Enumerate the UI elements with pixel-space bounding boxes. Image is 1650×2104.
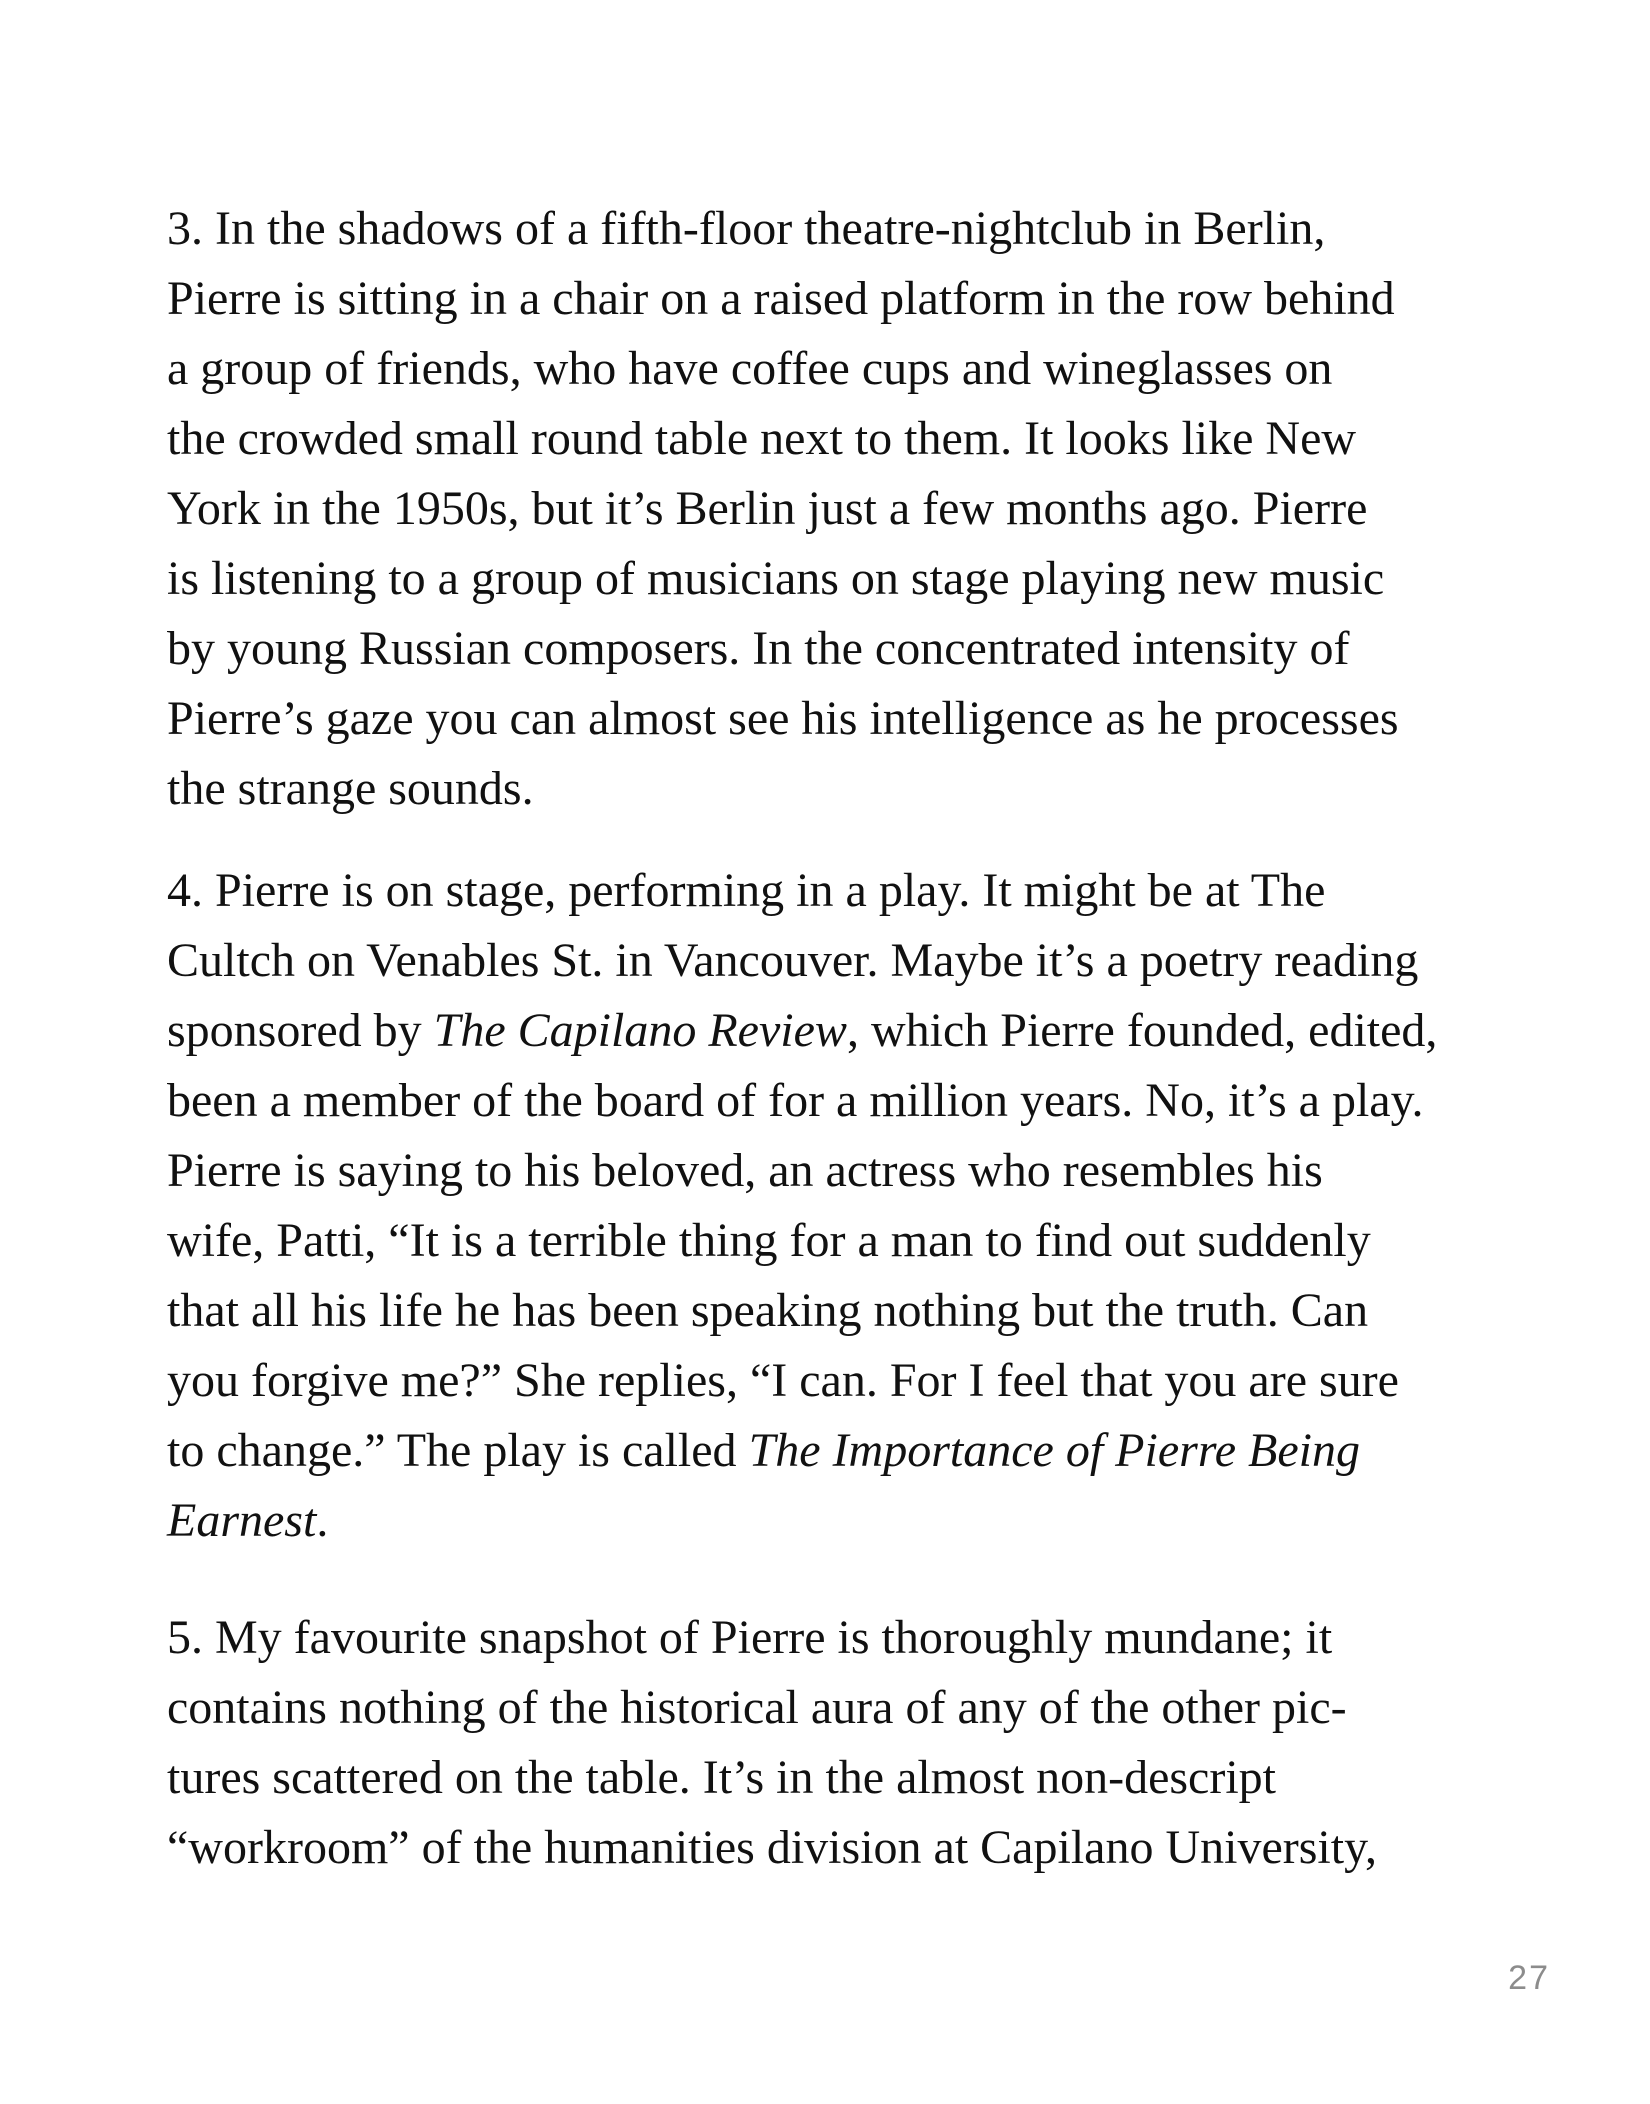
text-line (167, 1346, 1587, 1416)
body-text: been a member of the board of for a million years. No, it’s a play. (167, 1074, 1424, 1127)
text-line (167, 1486, 1587, 1556)
body-text: “workroom” of the humanities division at Capilano University, (167, 1821, 1377, 1874)
body-text: Pierre is sitting in a chair on a raised platform in the row behind (167, 272, 1395, 325)
paragraph-5 (167, 1603, 1587, 1883)
paragraph-3 (167, 194, 1587, 824)
text-line (167, 544, 1587, 614)
body-text: York in the 1950s, but it’s Berlin just a few months ago. Pierre (167, 482, 1368, 535)
paragraph-4 (167, 856, 1587, 1556)
text-line (167, 996, 1587, 1066)
text-line (167, 926, 1587, 996)
text-line (167, 1813, 1587, 1883)
body-text: tures scattered on the table. It’s in the almost non-descript (167, 1751, 1277, 1804)
text-line (167, 1416, 1587, 1486)
text-line (167, 856, 1587, 926)
text-line (167, 1066, 1587, 1136)
body-text: 3. In the shadows of a fifth-floor theatre-nightclub in Berlin, (167, 202, 1326, 255)
body-text: wife, Patti, “It is a terrible thing for a man to find out suddenly (167, 1214, 1371, 1267)
text-line (167, 1206, 1587, 1276)
body-text: by young Russian composers. In the concentrated intensity of (167, 622, 1350, 675)
text-line (167, 1603, 1587, 1673)
text-line (167, 334, 1587, 404)
text-line (167, 474, 1587, 544)
text-line (167, 1276, 1587, 1346)
body-text: 4. Pierre is on stage, performing in a play. It might be at The (167, 864, 1326, 917)
italic-title-text: The Capilano Review (433, 1004, 847, 1057)
body-text: to change.” The play is called (167, 1424, 749, 1477)
text-line (167, 1673, 1587, 1743)
body-text: Cultch on Venables St. in Vancouver. Maybe it’s a poetry reading (167, 934, 1419, 987)
body-text: contains nothing of the historical aura of any of the other pic- (167, 1681, 1347, 1734)
body-text: 5. My favourite snapshot of Pierre is thoroughly mundane; it (167, 1611, 1333, 1664)
body-text: . (316, 1494, 329, 1547)
body-text: is listening to a group of musicians on stage playing new music (167, 552, 1385, 605)
page-number: 27 (1508, 1959, 1550, 1997)
text-line (167, 194, 1587, 264)
body-text: a group of friends, who have coffee cups and wineglasses on (167, 342, 1333, 395)
text-line (167, 614, 1587, 684)
body-text: , which Pierre founded, edited, (846, 1004, 1438, 1057)
text-line (167, 1136, 1587, 1206)
text-line (167, 264, 1587, 334)
body-text: sponsored by (167, 1004, 434, 1057)
text-line (167, 754, 1587, 824)
text-line (167, 1743, 1587, 1813)
italic-title-text: Earnest (167, 1494, 317, 1547)
body-text: Pierre is saying to his beloved, an actress who resembles his (167, 1144, 1323, 1197)
italic-title-text: The Importance of Pierre Being (748, 1424, 1360, 1477)
body-text: Pierre’s gaze you can almost see his intelligence as he processes (167, 692, 1399, 745)
body-text: the strange sounds. (167, 762, 534, 815)
text-line (167, 684, 1587, 754)
body-text: that all his life he has been speaking nothing but the truth. Can (167, 1284, 1369, 1337)
body-text: you forgive me?” She replies, “I can. For I feel that you are sure (167, 1354, 1399, 1407)
text-line (167, 404, 1587, 474)
body-text: the crowded small round table next to them. It looks like New (167, 412, 1357, 465)
